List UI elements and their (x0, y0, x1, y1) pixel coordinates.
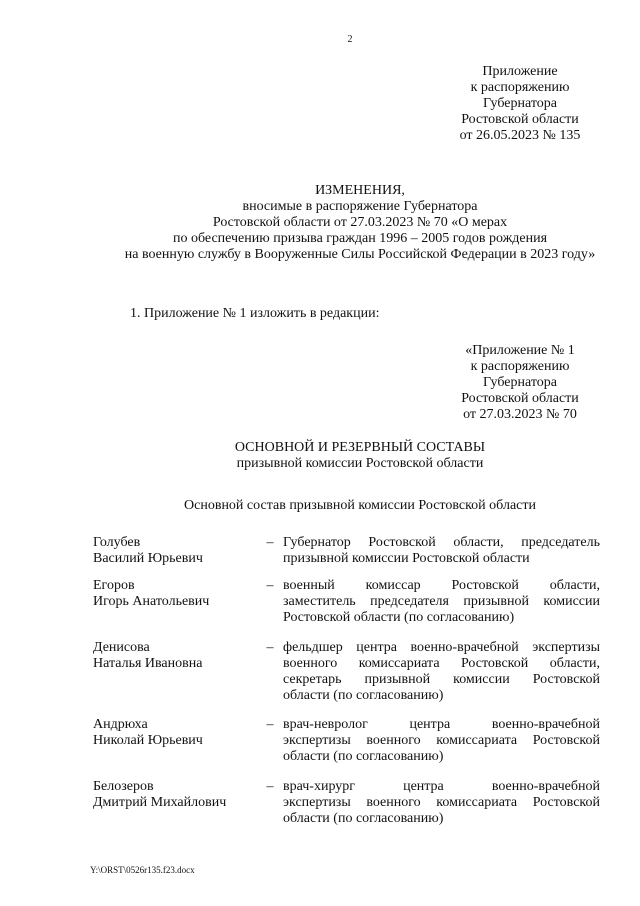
member-dash: – (266, 578, 274, 593)
appendix-1-header (440, 343, 600, 423)
member-role-line: секретарь призывной комиссии Ростовской (283, 672, 600, 687)
main-composition-heading: Основной состав призывной комиссии Ростовской области (184, 498, 536, 513)
member-given-names: Игорь Анатольевич (93, 594, 210, 609)
appendix-1-line: Ростовской области (461, 391, 579, 406)
member-given-names: Николай Юрьевич (93, 733, 203, 748)
file-path-footer: Y:\ORST\0526r135.f23.docx (90, 865, 195, 875)
member-surname: Денисова (93, 640, 150, 655)
member-role (283, 578, 600, 626)
member-surname: Андрюха (93, 717, 148, 732)
member-role-line: призывной комиссии Ростовской области (283, 551, 530, 566)
member-row (0, 779, 640, 826)
member-role-line: Ростовской области (по согласованию) (283, 610, 515, 625)
member-surname: Голубев (93, 535, 141, 550)
appendix-header-line: Губернатора (482, 96, 558, 111)
member-role-line: Губернатор Ростовской области, председатель (283, 535, 600, 550)
member-role-line: экспертизы военного комиссариата Ростовской (283, 733, 600, 748)
member-role-line: области (по согласованию) (283, 688, 444, 703)
composition-heading (60, 440, 640, 472)
member-name (93, 640, 263, 672)
member-dash: – (266, 717, 274, 732)
member-given-names: Наталья Ивановна (93, 656, 203, 671)
member-row (0, 640, 640, 703)
member-surname: Егоров (93, 578, 135, 593)
member-role-line: фельдшер центра военно-врачебной экспертизы (283, 640, 600, 655)
appendix-header-line: Приложение (482, 64, 558, 79)
changes-heading (60, 183, 640, 263)
page-number: 2 (347, 34, 353, 45)
paragraph-1: 1. Приложение № 1 изложить в редакции: (130, 306, 380, 321)
member-role (283, 640, 600, 704)
changes-line: вносимые в распоряжение Губернатора (242, 199, 478, 214)
member-role-line: врач-хирург центра военно-врачебной (283, 779, 600, 794)
member-role-line: области (по согласованию) (283, 749, 444, 764)
member-given-names: Дмитрий Михайлович (93, 795, 227, 810)
member-row (0, 535, 640, 566)
member-dash: – (266, 640, 274, 655)
member-role (283, 535, 600, 567)
member-row (0, 717, 640, 764)
composition-subtitle: призывной комиссии Ростовской области (236, 456, 484, 471)
member-role-line: врач-невролог центра военно-врачебной (283, 717, 600, 732)
appendix-header-line: от 26.05.2023 № 135 (459, 128, 581, 143)
changes-line: по обеспечению призыва граждан 1996 – 2005 годов рождения (172, 231, 548, 246)
member-given-names: Василий Юрьевич (93, 551, 203, 566)
member-surname: Белозеров (93, 779, 154, 794)
member-row (0, 578, 640, 625)
member-role-line: военного комиссариата Ростовской области, (283, 656, 600, 671)
member-role (283, 717, 600, 765)
member-dash: – (266, 779, 274, 794)
member-name (93, 535, 263, 567)
composition-title: ОСНОВНОЙ И РЕЗЕРВНЫЙ СОСТАВЫ (234, 440, 486, 455)
appendix-1-line: от 27.03.2023 № 70 (463, 407, 577, 422)
appendix-1-line: «Приложение № 1 (465, 343, 575, 358)
member-name (93, 779, 263, 811)
changes-line: Ростовской области от 27.03.2023 № 70 «О мерах (212, 215, 508, 230)
changes-title: ИЗМЕНЕНИЯ, (315, 183, 405, 198)
member-role-line: экспертизы военного комиссариата Ростовской (283, 795, 600, 810)
appendix-1-line: Губернатора (482, 375, 558, 390)
member-role-line: области (по согласованию) (283, 811, 444, 826)
member-dash: – (266, 535, 274, 550)
appendix-header-line: к распоряжению (470, 80, 570, 95)
member-role (283, 779, 600, 827)
changes-line: на военную службу в Вооруженные Силы Российской Федерации в 2023 году» (124, 247, 596, 262)
appendix-header-line: Ростовской области (461, 112, 579, 127)
member-role-line: военный комиссар Ростовской области, (283, 578, 600, 593)
appendix-1-line: к распоряжению (470, 359, 570, 374)
member-name (93, 578, 263, 610)
member-role-line: заместитель председателя призывной комиссии (283, 594, 600, 609)
appendix-header (440, 64, 600, 144)
member-name (93, 717, 263, 749)
